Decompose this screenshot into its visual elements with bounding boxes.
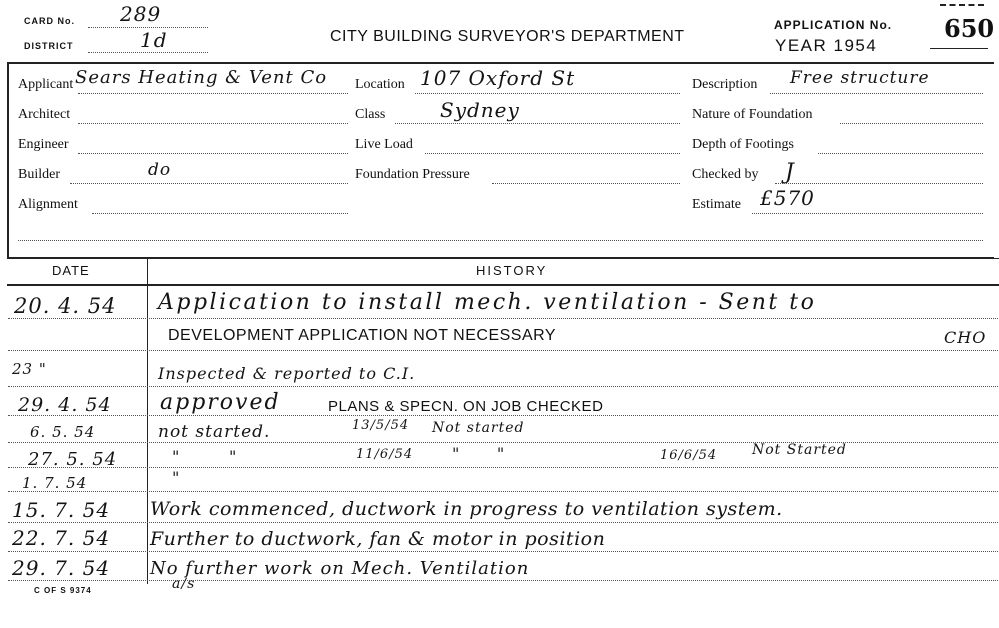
row-text: approved [160,390,281,415]
engineer-line [78,153,348,154]
nature-foundation-label: Nature of Foundation [692,107,813,122]
description-line [770,93,983,94]
row-line [8,491,998,492]
row-date: 1. 7. 54 [22,474,88,492]
class-label: Class [355,107,386,122]
row-line [8,467,998,468]
note-text: Not Started [752,442,847,458]
district-label: DISTRICT [24,41,74,51]
architect-line [78,123,348,124]
class-value: Sydney [440,98,520,122]
row-text: " " [172,447,238,466]
checked-by-line [775,183,983,184]
row-date: 6. 5. 54 [30,423,96,441]
row-line [8,580,998,581]
row-date: 23 " [12,360,47,378]
live-load-line [425,153,680,154]
date-header: DATE [52,263,90,278]
plans-stamp: PLANS & SPECN. ON JOB CHECKED [328,398,604,415]
application-no-value: 650 [944,14,995,43]
department-title: CITY BUILDING SURVEYOR'S DEPARTMENT [330,28,685,45]
checked-by-value: J [785,160,795,185]
checked-by-label: Checked by [692,167,759,182]
row-text: No further work on Mech. Ventilation [150,558,530,579]
row-date: 20. 4. 54 [14,294,117,318]
row-date: 15. 7. 54 [12,498,111,522]
row-text: not started. [158,422,271,442]
applicant-label: Applicant [18,77,74,92]
row-line [8,350,998,351]
location-label: Location [355,77,405,92]
year-label: YEAR 1954 [775,36,878,55]
row-line [8,386,998,387]
foundation-pressure-line [492,183,680,184]
row-line [8,415,998,416]
district-line [88,52,208,53]
alignment-line [92,213,348,214]
depth-footings-line [818,153,983,154]
application-no-underline [930,48,988,49]
card-no-label: CARD No. [24,16,75,26]
row-date: 29. 4. 54 [18,394,112,416]
builder-value: do [148,160,172,180]
row-line [8,318,998,319]
note-date: 16/6/54 [660,448,718,463]
history-header: HISTORY [476,263,548,278]
date-divider [147,259,148,584]
applicant-value: Sears Heating & Vent Co [75,67,328,88]
location-line [415,93,680,94]
estimate-value: £570 [760,186,815,210]
location-value: 107 Oxford St [420,66,576,90]
row-date: 29. 7. 54 [12,556,111,580]
form-code: C OF S 9374 [34,586,92,595]
note-text: " " [452,444,506,463]
estimate-line [752,213,983,214]
history-header-line [7,284,999,286]
row-line [8,442,998,443]
live-load-label: Live Load [355,137,413,152]
architect-label: Architect [18,107,71,122]
row-text: Inspected & reported to C.I. [158,364,416,383]
application-no-label: APPLICATION No. [774,18,893,32]
row-date: 27. 5. 54 [28,449,118,470]
class-line [395,123,680,124]
fields-bottom-line [18,240,983,241]
alignment-label: Alignment [18,197,78,212]
applicant-line [78,93,348,94]
builder-label: Builder [18,167,60,182]
row-line [8,522,998,523]
application-no-overline [940,4,984,6]
depth-footings-label: Depth of Footings [692,137,794,152]
note-date: 13/5/54 [352,418,410,433]
row-date: 22. 7. 54 [12,526,111,550]
history-top-border [7,258,999,259]
nature-foundation-line [840,123,983,124]
foundation-pressure-label: Foundation Pressure [355,167,470,182]
description-value: Free structure [790,68,930,88]
row-text: Further to ductwork, fan & motor in position [150,528,606,550]
initials: a/s [172,576,196,592]
estimate-label: Estimate [692,197,741,212]
description-label: Description [692,77,758,92]
note-date: 11/6/54 [356,447,414,462]
development-stamp: DEVELOPMENT APPLICATION NOT NECESSARY [168,327,557,344]
note-text: Not started [432,420,525,436]
row-line [8,551,998,552]
district-value: 1d [140,28,168,52]
engineer-label: Engineer [18,137,69,152]
builder-line [70,183,348,184]
row-text: Work commenced, ductwork in progress to ventilation system. [150,498,783,520]
card-no-value: 289 [120,2,162,26]
row-text: Application to install mech. ventilation - Sent to [158,290,817,315]
row-text: CHO [944,328,987,347]
row-text: " [172,468,181,487]
